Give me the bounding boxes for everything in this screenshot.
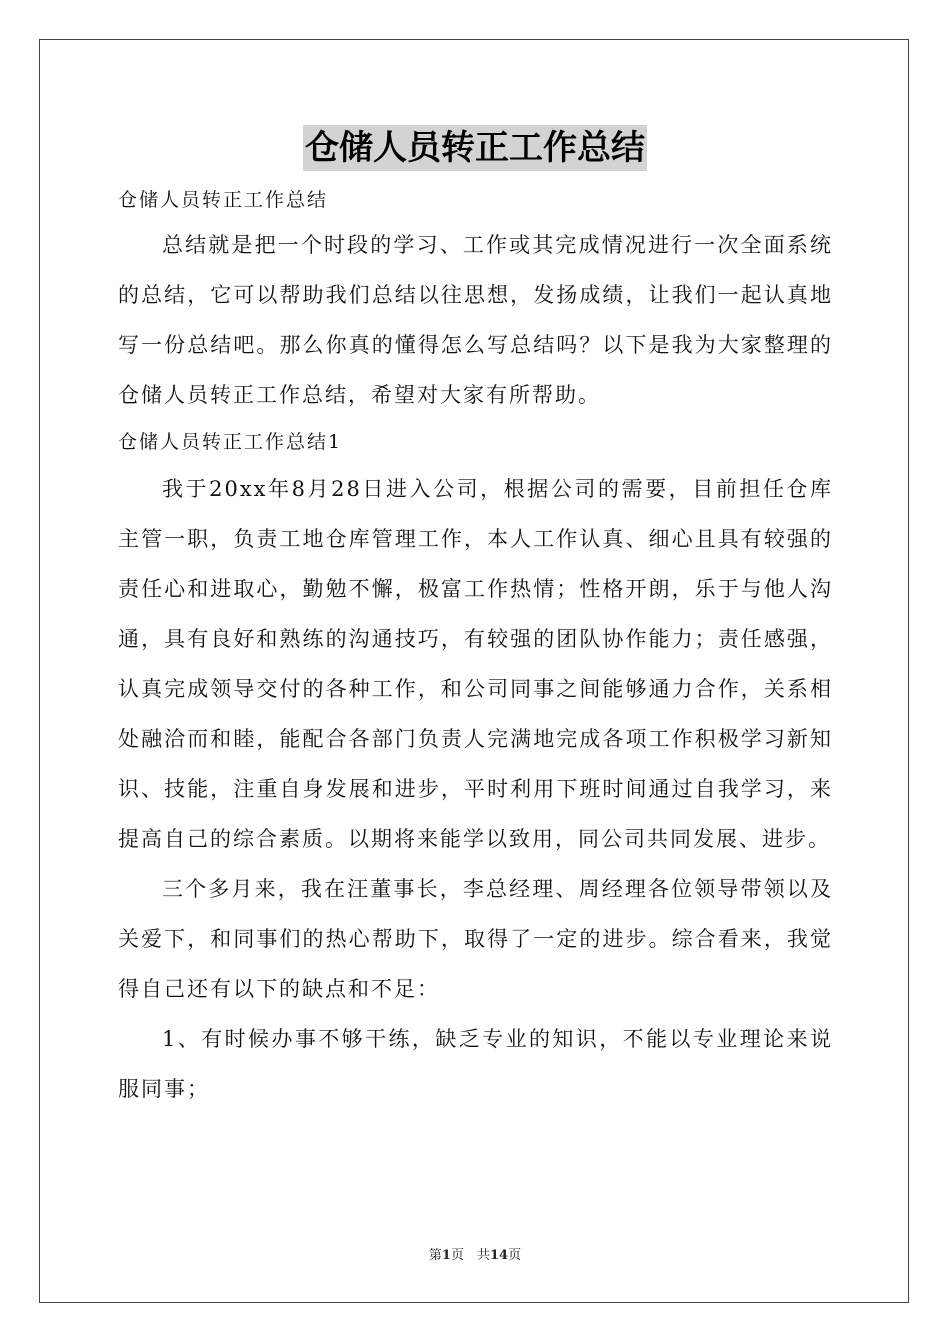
intro-paragraph: 总结就是把一个时段的学习、工作或其完成情况进行一次全面系统的总结，它可以帮助我们总结以往思想，发扬成绩，让我们一起认真地写一份总结吧。那么你真的懂得怎么写总结吗？以下是我为大家整理的仓储人员转正工作总结，希望对大家有所帮助。 bbox=[118, 233, 833, 407]
document-subtitle: 仓储人员转正工作总结 bbox=[118, 189, 329, 211]
body-paragraph-1: 我于20xx年8月28日进入公司，根据公司的需要，目前担任仓库主管一职，负责工地仓库管理工作，本人工作认真、细心且具有较强的责任心和进取心，勤勉不懈，极富工作热情；性格开朗，乐于与他人沟通，具有良好和熟练的沟通技巧，有较强的团队协作能力；责任感强，认真完成领导交付的各种工作，和公司同事之间能够通力合作，关系相处融洽而和睦，能配合各部门负责人完满地完成各项工作积极学习新知识、技能，注重自身发展和进步，平时利用下班时间通过自我学习，来提高自己的综合素质。以期将来能学以致用，同公司共同发展、进步。 bbox=[118, 477, 833, 851]
title-container bbox=[0, 125, 950, 171]
document-title: 仓储人员转正工作总结 bbox=[303, 125, 647, 171]
footer-current-page: 1 bbox=[441, 1248, 451, 1263]
footer-total-pages: 14 bbox=[489, 1248, 509, 1263]
footer-suffix: 页 bbox=[508, 1248, 522, 1263]
body-paragraph-3: 1、有时候办事不够干练，缺乏专业的知识，不能以专业理论来说服同事； bbox=[118, 1027, 833, 1101]
section-heading: 仓储人员转正工作总结1 bbox=[118, 431, 343, 453]
document-body bbox=[118, 180, 833, 1114]
footer-mid: 页 共 bbox=[450, 1248, 490, 1263]
footer-prefix: 第 bbox=[428, 1248, 442, 1263]
page-footer bbox=[0, 1244, 950, 1263]
body-paragraph-2: 三个多月来，我在汪董事长，李总经理、周经理各位领导带领以及关爱下，和同事们的热心帮助下，取得了一定的进步。综合看来，我觉得自己还有以下的缺点和不足： bbox=[118, 877, 833, 1001]
